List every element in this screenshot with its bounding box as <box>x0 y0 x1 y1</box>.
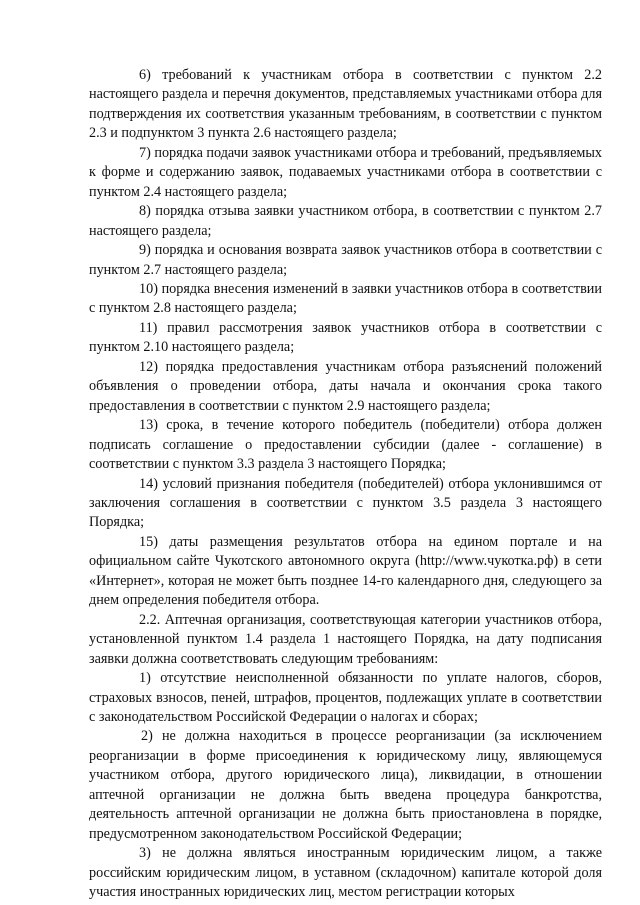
requirement-item-1: 1) отсутствие неисполненной обязанности по уплате налогов, сборов, страховых взносов, пеней, штрафов, процентов, подлежащих уплате в соответствии с законодательством Российской Федерации о налогах и сборах; <box>89 670 602 725</box>
paragraph-item-6: 6) требований к участникам отбора в соответствии с пунктом 2.2 настоящего раздела и перечня документов, представляемых участниками отбора для подтверждения их соответствия указанным требованиям, в соответствии с пунктом 2.3 и подпунктом 3 пункта 2.6 настоящего раздела; <box>89 67 602 142</box>
requirement-item-2: 2) не должна находиться в процессе реорганизации (за исключением реорганизации в форме присоединения к юридическому лицу, являющемуся участником отбора, другого юридического лица), ликвидации, в отношении аптечной организации не должна быть введена процедура банкротства, деятельность аптечной организации не должна быть приостановлена в порядке, предусмотренном законодательством Российской Федерации; <box>89 728 602 842</box>
paragraph-item-9: 9) порядка и основания возврата заявок участников отбора в соответствии с пунктом 2.7 настоящего раздела; <box>89 242 602 278</box>
requirement-item-3: 3) не должна являться иностранным юридическим лицом, а также российским юридическим лицом, в уставном (складочном) капитале которой доля участия иностранных юридических лиц, местом регистрации которых <box>89 845 602 901</box>
paragraph-item-13: 13) срока, в течение которого победитель (победители) отбора должен подписать соглашение о предоставлении субсидии (далее - соглашение) в соответствии с пунктом 3.3 раздела 3 настоящего Порядка; <box>89 417 602 473</box>
paragraph-item-7: 7) порядка подачи заявок участниками отбора и требований, предъявляемых к форме и содержанию заявок, подаваемых участниками отбора в соответствии с пунктом 2.4 настоящего раздела; <box>89 144 602 200</box>
paragraph-item-12: 12) порядка предоставления участникам отбора разъяснений положений объявления о проведении отбора, даты начала и окончания срока такого предоставления в соответствии с пунктом 2.9 настоящего раздела; <box>89 358 602 414</box>
paragraph-item-11: 11) правил рассмотрения заявок участников отбора в соответствии с пунктом 2.10 настоящего раздела; <box>89 319 602 356</box>
paragraph-item-10: 10) порядка внесения изменений в заявки участников отбора в соответствии с пунктом 2.8 настоящего раздела; <box>89 280 602 317</box>
document-page <box>89 66 602 902</box>
paragraph-item-8: 8) порядка отзыва заявки участником отбора, в соответствии с пунктом 2.7 настоящего раздела; <box>89 203 602 239</box>
paragraph-item-14: 14) условий признания победителя (победителей) отбора уклонившимся от заключения соглашения в соответствии с пунктом 3.5 раздела 3 настоящего Порядка; <box>89 475 602 531</box>
paragraph-item-15: 15) даты размещения результатов отбора на едином портале и на официальном сайте Чукотского автономного округа (http://www.чукотка.рф) в сети «Интернет», которая не может быть позднее 14-го календарного дня, следующего за днем определения победителя отбора. <box>89 533 602 609</box>
section-2-2-paragraph: 2.2. Аптечная организация, соответствующая категории участников отбора, установленной пунктом 1.4 раздела 1 настоящего Порядка, на дату подписания заявки должна соответствовать следующим требованиям: <box>89 611 602 667</box>
